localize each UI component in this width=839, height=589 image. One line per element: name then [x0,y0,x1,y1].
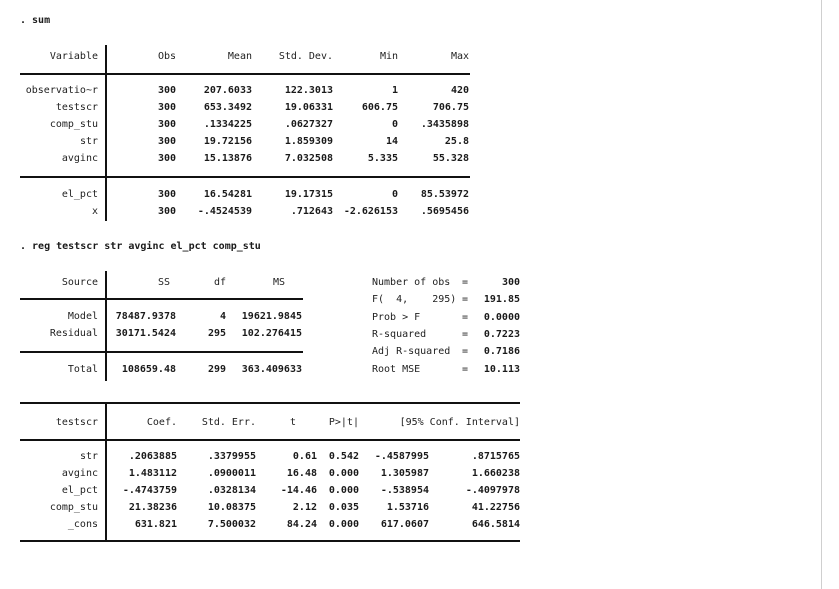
sum-cell: 55.328 [432,153,469,164]
anova-header-0: Source [61,277,98,288]
table-rule [20,540,520,542]
sum-cell: 15.13876 [203,153,252,164]
stat-label: Prob > F [372,311,421,323]
coef-header-3: t [289,417,296,428]
coef-cell: 1.53716 [386,502,429,513]
coef-cell: 0.000 [328,468,359,479]
sum-cell: 300 [157,119,176,130]
sum-row-label: observatio~r [25,85,98,96]
anova-total-cell: 108659.48 [121,364,176,375]
sum-row-label: str [79,136,98,147]
sum-row-label: avginc [61,153,98,164]
anova-row-label: Model [67,311,98,322]
anova-row-label: Residual [49,328,98,339]
sum-header-2: Mean [227,51,252,62]
coef-row-label: comp_stu [49,502,98,513]
coef-cell: 10.08375 [207,502,256,513]
sum-row-label: comp_stu [49,119,98,130]
sum-header-0: Variable [49,51,98,62]
anova-total-cell: 363.409633 [241,364,302,375]
stat-equals: = [461,311,468,323]
sum-cell: .712643 [290,206,333,217]
anova-cell: 102.276415 [241,328,302,339]
reg-command: . reg testscr str avginc el_pct comp_stu [20,241,261,252]
sum-cell: 207.6033 [203,85,252,96]
table-rule [20,439,520,441]
table-rule [20,176,470,178]
sum-cell: .1334225 [203,119,252,130]
coef-cell: 0.542 [328,451,359,462]
stat-equals: = [461,294,468,306]
coef-header-2: Std. Err. [201,417,256,428]
sum-cell: .0627327 [284,119,333,130]
sum-cell: 300 [157,189,176,200]
coef-cell: 16.48 [286,468,317,479]
sum-cell: 19.17315 [284,189,333,200]
coef-cell: 617.0607 [380,519,429,530]
sum-cell: .3435898 [420,119,469,130]
sum-cell: 16.54281 [203,189,252,200]
stat-value: 0.7223 [483,328,520,340]
sum-cell: 25.8 [444,136,469,147]
coef-cell: 0.000 [328,485,359,496]
anova-cell: 19621.9845 [241,311,302,322]
stat-value: 191.85 [483,294,520,306]
coef-cell: .8715765 [471,451,520,462]
sum-cell: 606.75 [361,102,398,113]
coef-row-label: el_pct [61,485,98,496]
anova-cell: 295 [207,328,226,339]
footer-text-fragment [6,580,816,585]
sum-row-label: el_pct [61,189,98,200]
coef-cell: 21.38236 [128,502,177,513]
stat-label: R-squared [372,328,427,340]
coef-cell: 0.035 [328,502,359,513]
coef-cell: 41.22756 [471,502,520,513]
sum-cell: 19.06331 [284,102,333,113]
sum-header-4: Min [379,51,398,62]
sum-cell: 85.53972 [420,189,469,200]
stat-value: 0.0000 [483,311,520,323]
stat-label: F( 4, 295) [372,294,457,306]
coef-cell: -.4097978 [465,485,520,496]
coef-cell: 1.660238 [471,468,520,479]
stat-label: Number of obs [372,277,451,288]
coef-header-0: testscr [55,417,98,428]
stat-equals: = [461,328,468,340]
coef-cell: 0.000 [328,519,359,530]
coef-row-label: str [79,451,98,462]
sum-cell: 14 [385,136,398,147]
coef-cell: .2063885 [128,451,177,462]
coef-cell: .0328134 [207,485,256,496]
sum-cell: 300 [157,102,176,113]
stat-equals: = [461,277,468,288]
coef-cell: 84.24 [286,519,317,530]
coef-cell: 2.12 [292,502,317,513]
coef-cell: 0.61 [292,451,317,462]
sum-cell: 1 [391,85,398,96]
stat-equals: = [461,346,468,358]
sum-cell: 653.3492 [203,102,252,113]
anova-cell: 78487.9378 [115,311,176,322]
sum-cell: 300 [157,153,176,164]
sum-row-label: testscr [55,102,98,113]
coef-row-label: avginc [61,468,98,479]
anova-cell: 30171.5424 [115,328,176,339]
table-rule [20,351,303,353]
coef-cell: 631.821 [134,519,177,530]
anova-cell: 4 [219,311,226,322]
sum-command: . sum [20,15,51,26]
stat-value: 300 [501,277,520,288]
table-rule [20,402,520,404]
table-rule [20,298,303,300]
sum-cell: 122.3013 [284,85,333,96]
sum-cell: 0 [391,189,398,200]
anova-header-1: SS [157,277,170,288]
sum-cell: .5695456 [420,206,469,217]
sum-header-3: Std. Dev. [278,51,333,62]
coef-header-1: Coef. [146,417,177,428]
sum-cell: 300 [157,206,176,217]
sum-cell: 706.75 [432,102,469,113]
coef-header-4: P>|t| [328,417,359,428]
pane-edge [821,0,822,589]
anova-total-cell: 299 [207,364,226,375]
stat-label: Adj R-squared [372,346,451,358]
sum-cell: 300 [157,85,176,96]
sum-cell: 1.859309 [284,136,333,147]
coef-cell: 1.483112 [128,468,177,479]
sum-cell: 19.72156 [203,136,252,147]
sum-cell: 7.032508 [284,153,333,164]
coef-row-label: _cons [67,519,98,530]
coef-cell: -.4587995 [374,451,429,462]
sum-cell: 300 [157,136,176,147]
sum-cell: 5.335 [367,153,398,164]
coef-header-5: [95% Conf. Interval] [399,417,520,428]
sum-row-label: x [91,206,98,217]
coef-cell: 1.305987 [380,468,429,479]
sum-cell: 0 [391,119,398,130]
stat-value: 0.7186 [483,346,520,358]
coef-cell: -.4743759 [122,485,177,496]
coef-cell: .3379955 [207,451,256,462]
sum-cell: -2.626153 [343,206,398,217]
stat-value: 10.113 [483,363,520,375]
anova-header-3: MS [272,277,285,288]
coef-cell: -.538954 [380,485,429,496]
sum-cell: 420 [450,85,469,96]
anova-total-label: Total [67,364,98,375]
coef-cell: 7.500032 [207,519,256,530]
sum-header-1: Obs [157,51,176,62]
sum-header-5: Max [450,51,469,62]
coef-cell: .0900011 [207,468,256,479]
sum-cell: -.4524539 [197,206,252,217]
coef-cell: 646.5814 [471,519,520,530]
anova-header-2: df [213,277,226,288]
stat-equals: = [461,363,468,375]
table-rule [20,73,470,75]
stat-label: Root MSE [372,363,421,375]
coef-cell: -14.46 [280,485,317,496]
